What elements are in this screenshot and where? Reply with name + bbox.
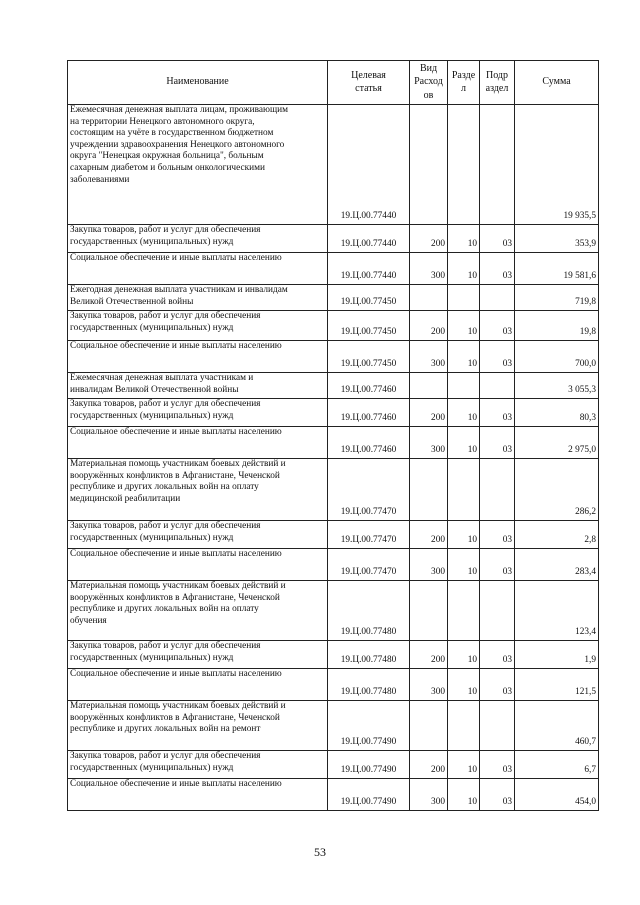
cell-section: 10 bbox=[448, 225, 480, 253]
cell-expense-type: 300 bbox=[410, 341, 448, 373]
cell-sum: 3 055,3 bbox=[515, 373, 599, 399]
cell-section: 10 bbox=[448, 341, 480, 373]
cell-name: Ежегодная денежная выплата участникам и инвалидам Великой Отечественной войны bbox=[68, 285, 328, 311]
cell-sum: 2 975,0 bbox=[515, 427, 599, 459]
table-row bbox=[68, 399, 599, 427]
cell-sum: 454,0 bbox=[515, 779, 599, 811]
cell-name: Социальное обеспечение и иные выплаты населению bbox=[68, 253, 328, 285]
cell-sum: 19,8 bbox=[515, 311, 599, 341]
cell-sum: 121,5 bbox=[515, 669, 599, 701]
table-body bbox=[68, 105, 599, 811]
cell-sum: 6,7 bbox=[515, 751, 599, 779]
cell-expense-type bbox=[410, 581, 448, 641]
cell-expense-type: 200 bbox=[410, 399, 448, 427]
cell-subsection: 03 bbox=[480, 521, 515, 549]
cell-target-article: 19.Ц.00.77490 bbox=[328, 779, 410, 811]
cell-section: 10 bbox=[448, 669, 480, 701]
cell-expense-type bbox=[410, 459, 448, 521]
cell-subsection: 03 bbox=[480, 751, 515, 779]
cell-target-article: 19.Ц.00.77460 bbox=[328, 373, 410, 399]
cell-name: Ежемесячная денежная выплата лицам, проживающим на территории Ненецкого автономного округа, состоящим на учёте в государственном бюджетном учреждении здравоохранения Ненецкого автономного округа "Ненецкая окружная больница", больным сахарным диабетом и больным онкологическими заболеваниями bbox=[68, 105, 328, 225]
cell-sum: 80,3 bbox=[515, 399, 599, 427]
cell-subsection bbox=[480, 701, 515, 751]
cell-expense-type bbox=[410, 285, 448, 311]
header-section: Разде л bbox=[448, 61, 480, 105]
table-row bbox=[68, 581, 599, 641]
header-subsection: Подр аздел bbox=[480, 61, 515, 105]
header-expense-type: Вид Расход ов bbox=[410, 61, 448, 105]
cell-expense-type: 200 bbox=[410, 311, 448, 341]
cell-sum: 283,4 bbox=[515, 549, 599, 581]
cell-name: Социальное обеспечение и иные выплаты населению bbox=[68, 427, 328, 459]
cell-expense-type: 200 bbox=[410, 751, 448, 779]
cell-expense-type: 300 bbox=[410, 549, 448, 581]
cell-subsection: 03 bbox=[480, 253, 515, 285]
cell-subsection: 03 bbox=[480, 427, 515, 459]
cell-sum: 700,0 bbox=[515, 341, 599, 373]
cell-expense-type bbox=[410, 105, 448, 225]
cell-expense-type: 200 bbox=[410, 521, 448, 549]
cell-section: 10 bbox=[448, 253, 480, 285]
cell-subsection: 03 bbox=[480, 641, 515, 669]
cell-name: Закупка товаров, работ и услуг для обеспечения государственных (муниципальных) нужд bbox=[68, 751, 328, 779]
cell-section bbox=[448, 701, 480, 751]
table-row bbox=[68, 701, 599, 751]
cell-sum: 19 935,5 bbox=[515, 105, 599, 225]
cell-expense-type: 300 bbox=[410, 427, 448, 459]
cell-section: 10 bbox=[448, 311, 480, 341]
table-row bbox=[68, 225, 599, 253]
cell-target-article: 19.Ц.00.77460 bbox=[328, 399, 410, 427]
cell-target-article: 19.Ц.00.77460 bbox=[328, 427, 410, 459]
table-row bbox=[68, 373, 599, 399]
cell-name: Социальное обеспечение и иные выплаты населению bbox=[68, 341, 328, 373]
table-row bbox=[68, 427, 599, 459]
table-row bbox=[68, 521, 599, 549]
cell-sum: 2,8 bbox=[515, 521, 599, 549]
cell-expense-type bbox=[410, 701, 448, 751]
cell-target-article: 19.Ц.00.77490 bbox=[328, 751, 410, 779]
cell-section: 10 bbox=[448, 399, 480, 427]
cell-subsection: 03 bbox=[480, 779, 515, 811]
cell-expense-type bbox=[410, 373, 448, 399]
cell-target-article: 19.Ц.00.77440 bbox=[328, 105, 410, 225]
header-name: Наименование bbox=[68, 61, 328, 105]
cell-target-article: 19.Ц.00.77440 bbox=[328, 253, 410, 285]
table-row bbox=[68, 459, 599, 521]
cell-target-article: 19.Ц.00.77440 bbox=[328, 225, 410, 253]
cell-name: Социальное обеспечение и иные выплаты населению bbox=[68, 549, 328, 581]
page-number: 53 bbox=[314, 845, 326, 859]
table-row bbox=[68, 105, 599, 225]
cell-section bbox=[448, 581, 480, 641]
cell-sum: 123,4 bbox=[515, 581, 599, 641]
cell-section: 10 bbox=[448, 549, 480, 581]
cell-subsection bbox=[480, 105, 515, 225]
cell-target-article: 19.Ц.00.77470 bbox=[328, 521, 410, 549]
cell-subsection: 03 bbox=[480, 399, 515, 427]
cell-section: 10 bbox=[448, 427, 480, 459]
table-row bbox=[68, 641, 599, 669]
cell-target-article: 19.Ц.00.77450 bbox=[328, 341, 410, 373]
cell-name: Закупка товаров, работ и услуг для обеспечения государственных (муниципальных) нужд bbox=[68, 521, 328, 549]
cell-name: Закупка товаров, работ и услуг для обеспечения государственных (муниципальных) нужд bbox=[68, 311, 328, 341]
cell-subsection bbox=[480, 459, 515, 521]
cell-name: Материальная помощь участникам боевых действий и вооружённых конфликтов в Афганистане, Чеченской республике и других локальных войн на оплату обучения bbox=[68, 581, 328, 641]
cell-subsection bbox=[480, 581, 515, 641]
cell-target-article: 19.Ц.00.77480 bbox=[328, 669, 410, 701]
cell-subsection: 03 bbox=[480, 311, 515, 341]
cell-section bbox=[448, 105, 480, 225]
cell-name: Социальное обеспечение и иные выплаты населению bbox=[68, 779, 328, 811]
cell-sum: 460,7 bbox=[515, 701, 599, 751]
cell-sum: 286,2 bbox=[515, 459, 599, 521]
cell-section bbox=[448, 285, 480, 311]
table-row bbox=[68, 779, 599, 811]
table-row bbox=[68, 669, 599, 701]
cell-expense-type: 300 bbox=[410, 253, 448, 285]
cell-expense-type: 200 bbox=[410, 641, 448, 669]
table-row bbox=[68, 549, 599, 581]
cell-target-article: 19.Ц.00.77480 bbox=[328, 641, 410, 669]
cell-sum: 19 581,6 bbox=[515, 253, 599, 285]
table-row bbox=[68, 341, 599, 373]
cell-target-article: 19.Ц.00.77470 bbox=[328, 459, 410, 521]
cell-subsection bbox=[480, 373, 515, 399]
cell-name: Ежемесячная денежная выплата участникам и инвалидам Великой Отечественной войны bbox=[68, 373, 328, 399]
cell-subsection: 03 bbox=[480, 225, 515, 253]
cell-sum: 719,8 bbox=[515, 285, 599, 311]
cell-expense-type: 300 bbox=[410, 669, 448, 701]
cell-target-article: 19.Ц.00.77450 bbox=[328, 285, 410, 311]
table-row bbox=[68, 751, 599, 779]
cell-target-article: 19.Ц.00.77480 bbox=[328, 581, 410, 641]
cell-name: Материальная помощь участникам боевых действий и вооружённых конфликтов в Афганистане, Чеченской республике и других локальных войн на ремонт bbox=[68, 701, 328, 751]
cell-target-article: 19.Ц.00.77470 bbox=[328, 549, 410, 581]
table-header-row bbox=[68, 61, 599, 105]
cell-name: Социальное обеспечение и иные выплаты населению bbox=[68, 669, 328, 701]
cell-name: Материальная помощь участникам боевых действий и вооружённых конфликтов в Афганистане, Чеченской республике и других локальных войн на оплату медицинской реабилитации bbox=[68, 459, 328, 521]
cell-section bbox=[448, 373, 480, 399]
cell-name: Закупка товаров, работ и услуг для обеспечения государственных (муниципальных) нужд bbox=[68, 399, 328, 427]
header-sum: Сумма bbox=[515, 61, 599, 105]
cell-target-article: 19.Ц.00.77450 bbox=[328, 311, 410, 341]
cell-sum: 1,9 bbox=[515, 641, 599, 669]
cell-subsection bbox=[480, 285, 515, 311]
cell-sum: 353,9 bbox=[515, 225, 599, 253]
cell-subsection: 03 bbox=[480, 341, 515, 373]
header-target-article: Целевая статья bbox=[328, 61, 410, 105]
cell-subsection: 03 bbox=[480, 549, 515, 581]
table-row bbox=[68, 311, 599, 341]
budget-table bbox=[67, 60, 599, 811]
cell-section: 10 bbox=[448, 641, 480, 669]
table-row bbox=[68, 285, 599, 311]
cell-section: 10 bbox=[448, 779, 480, 811]
cell-section bbox=[448, 459, 480, 521]
cell-name: Закупка товаров, работ и услуг для обеспечения государственных (муниципальных) нужд bbox=[68, 225, 328, 253]
cell-section: 10 bbox=[448, 521, 480, 549]
cell-expense-type: 200 bbox=[410, 225, 448, 253]
cell-section: 10 bbox=[448, 751, 480, 779]
cell-expense-type: 300 bbox=[410, 779, 448, 811]
cell-subsection: 03 bbox=[480, 669, 515, 701]
table-row bbox=[68, 253, 599, 285]
cell-target-article: 19.Ц.00.77490 bbox=[328, 701, 410, 751]
cell-name: Закупка товаров, работ и услуг для обеспечения государственных (муниципальных) нужд bbox=[68, 641, 328, 669]
